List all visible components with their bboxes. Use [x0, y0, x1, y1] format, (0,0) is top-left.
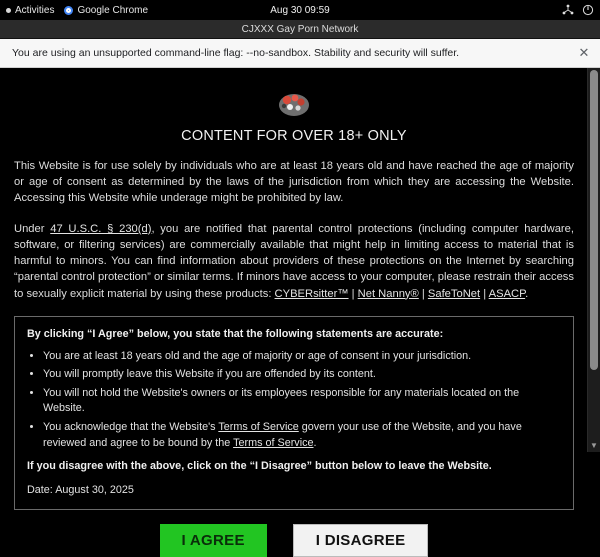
terms-suffix: .: [313, 436, 317, 449]
age-verification-page: [0, 68, 588, 549]
list-item: • You will not hold the Website's owners or its employees responsible for any materials located on the Website.: [43, 386, 561, 417]
page-title: CONTENT FOR OVER 18+ ONLY: [181, 128, 407, 144]
page-viewport: [0, 68, 600, 549]
terms-of-service-link-1[interactable]: Terms of Service: [218, 421, 299, 434]
list-item-terms: [43, 420, 561, 451]
asacp-link[interactable]: ASACP: [488, 287, 526, 300]
activities-dot-icon: [6, 8, 11, 13]
terms-of-service-link-2[interactable]: Terms of Service: [233, 436, 314, 449]
page-scrollbar[interactable]: [587, 68, 600, 452]
netnanny-link[interactable]: Net Nanny®: [357, 287, 419, 300]
disagree-button[interactable]: I DISAGREE: [293, 524, 429, 557]
safetonet-link[interactable]: SafeToNet: [427, 287, 481, 300]
paragraph-parental-controls: Under 47 U.S.C. § 230(d), you are notified that parental control protections (including computer hardware, software, or filtering services) are commercially available that might help in limiting access to material that is harmful to minors. You can find information about providers of these protections on the Internet by searching “parental control protection” or similar terms. If minors have access to your computer, please restrain their access to sexually explicit material by using these products: CYBERsitter™ | Net Nanny® | SafeToNet | ASACP.: [14, 222, 574, 300]
top-bar-left: [6, 5, 148, 16]
date-line: Date: August 30, 2025: [27, 484, 134, 496]
agreement-bullets: [27, 349, 561, 452]
chrome-label: Google Chrome: [77, 4, 149, 16]
cybersitter-link[interactable]: CYBERsitter™: [274, 287, 349, 300]
power-icon[interactable]: [582, 4, 594, 16]
top-bar-right: [562, 4, 594, 16]
statute-link[interactable]: 47 U.S.C. § 230(d): [50, 222, 152, 235]
list-item: • You will promptly leave this Website if you are offended by its content.: [43, 367, 561, 383]
logo-container: [14, 86, 574, 120]
activities-label: Activities: [15, 4, 55, 16]
paragraph-age-requirement: This Website is for use solely by individuals who are at least 18 years old and have reached the age of majority or age of consent as determined by the laws of the jurisdiction from which they are accessing the Website. Accessing this Website while underage might be prohibited by law.: [14, 160, 574, 205]
infobar-message: You are using an unsupported command-line flag: --no-sandbox. Stability and security will suffer.: [12, 47, 460, 59]
clock[interactable]: Aug 30 09:59: [270, 4, 330, 16]
scroll-down-icon[interactable]: ▼: [590, 441, 598, 450]
chrome-icon: [64, 6, 73, 15]
scrollbar-thumb[interactable]: [590, 70, 598, 370]
terms-prefix: You acknowledge that the Website's: [43, 421, 219, 434]
chrome-window-button[interactable]: [64, 5, 148, 16]
close-icon[interactable]: ✕: [578, 45, 590, 60]
browser-window-title: CJXXX Gay Porn Network: [0, 20, 600, 39]
chrome-infobar: [0, 39, 600, 68]
agreement-box: [14, 316, 574, 510]
site-logo-icon: [274, 86, 314, 120]
agree-button[interactable]: I AGREE: [160, 524, 267, 557]
disagree-instruction: If you disagree with the above, click on the “I Disagree” button below to leave the Website.: [27, 460, 492, 473]
network-icon[interactable]: [562, 4, 574, 16]
statute-middle: , you are notified that parental control protections (including computer hardware, software, or filtering services) are commercially available that might help in limiting access to material that is harmful to minors. You can find information about providers of these protections on the Internet by searching “parental control protection” or similar terms. If minors have access to your computer, please restrain their access to sexually explicit material by using these products:: [14, 222, 574, 300]
system-top-bar: [0, 0, 600, 20]
action-buttons: [14, 524, 574, 557]
terms-middle: govern your use of the Website, and you have reviewed and agree to be bound by the: [43, 421, 522, 449]
list-item: • You are at least 18 years old and the age of majority or age of consent in your jurisdiction.: [43, 349, 561, 365]
activities-button[interactable]: [6, 5, 54, 16]
statute-prefix: Under: [14, 222, 51, 235]
agreement-lead: By clicking “I Agree” below, you state that the following statements are accurate:: [27, 327, 444, 340]
